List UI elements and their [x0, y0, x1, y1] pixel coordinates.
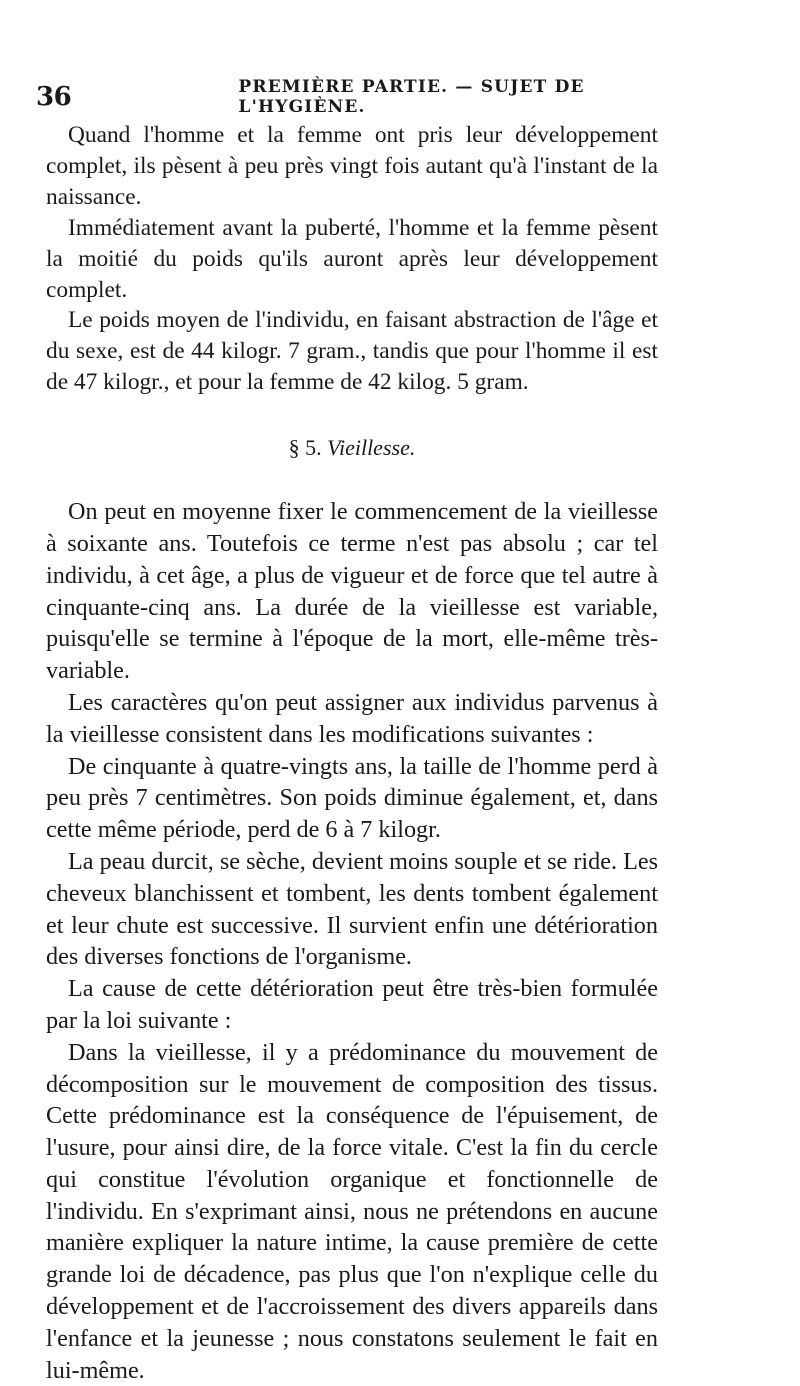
- paragraph: Quand l'homme et la femme ont pris leur développement complet, ils pèsent à peu près vingt fois autant qu'à l'instant de la naissance.: [46, 122, 658, 210]
- paragraph: La cause de cette détérioration peut être très-bien formulée par la loi suivante :: [46, 975, 658, 1034]
- paragraph: Immédiatement avant la puberté, l'homme et la femme pèsent la moitié du poids qu'ils auront après leur développement complet.: [46, 214, 658, 303]
- paragraph: De cinquante à quatre-vingts ans, la taille de l'homme perd à peu près 7 centimètres. Son poids diminue également, et, dans cette même période, perd de 6 à 7 kilogr.: [46, 752, 658, 844]
- section-number: § 5.: [288, 435, 322, 461]
- paragraph: On peut en moyenne fixer le commencement de la vieillesse à soixante ans. Toutefois ce terme n'est pas absolu ; car tel individu, à cet âge, a plus de vigueur et de force que tel autre à cinquante-cinq ans. La durée de la vieillesse est variable, puisqu'elle se termine à l'époque de la mort, elle-même très-variable.: [46, 498, 658, 685]
- section-title: Vieillesse.: [327, 435, 416, 461]
- page-header: [36, 77, 676, 117]
- paragraph: Le poids moyen de l'individu, en faisant abstraction de l'âge et du sexe, est de 44 kilogr. 7 gram., tandis que pour l'homme il est de 47 kilogr., et pour la femme de 42 kilog. 5 gram.: [46, 307, 658, 396]
- paragraph: Les caractères qu'on peut assigner aux individus parvenus à la vieillesse consistent dans les modifications suivantes :: [46, 688, 658, 748]
- running-head: PREMIÈRE PARTIE. — SUJET DE L'HYGIÈNE.: [238, 77, 585, 117]
- section-body: [46, 496, 658, 1386]
- page-number: 36: [36, 82, 72, 112]
- section-heading: [46, 433, 658, 463]
- paragraph: Dans la vieillesse, il y a prédominance du mouvement de décomposition sur le mouvement de composition des tissus. Cette prédominance est la conséquence de l'épuisement, de l'usure, pour ainsi dire, de la force vitale. C'est la fin du cercle qui constitue l'évolution organique et fonctionnelle de l'individu. En s'exprimant ainsi, nous ne prétendons en aucune manière expliquer la nature intime, la cause première de cette grande loi de décadence, pas plus que l'on n'explique celle du développement et de l'accroissement des divers appareils dans l'enfance et la jeunesse ; nous constatons seulement le fait en lui-même.: [46, 1038, 658, 1384]
- body-text: [46, 120, 658, 1386]
- paragraph: La peau durcit, se sèche, devient moins souple et se ride. Les cheveux blanchissent et tombent, les dents tombent également et leur chute est successive. Il survient enfin une détérioration des diverses fonctions de l'organisme.: [46, 847, 658, 971]
